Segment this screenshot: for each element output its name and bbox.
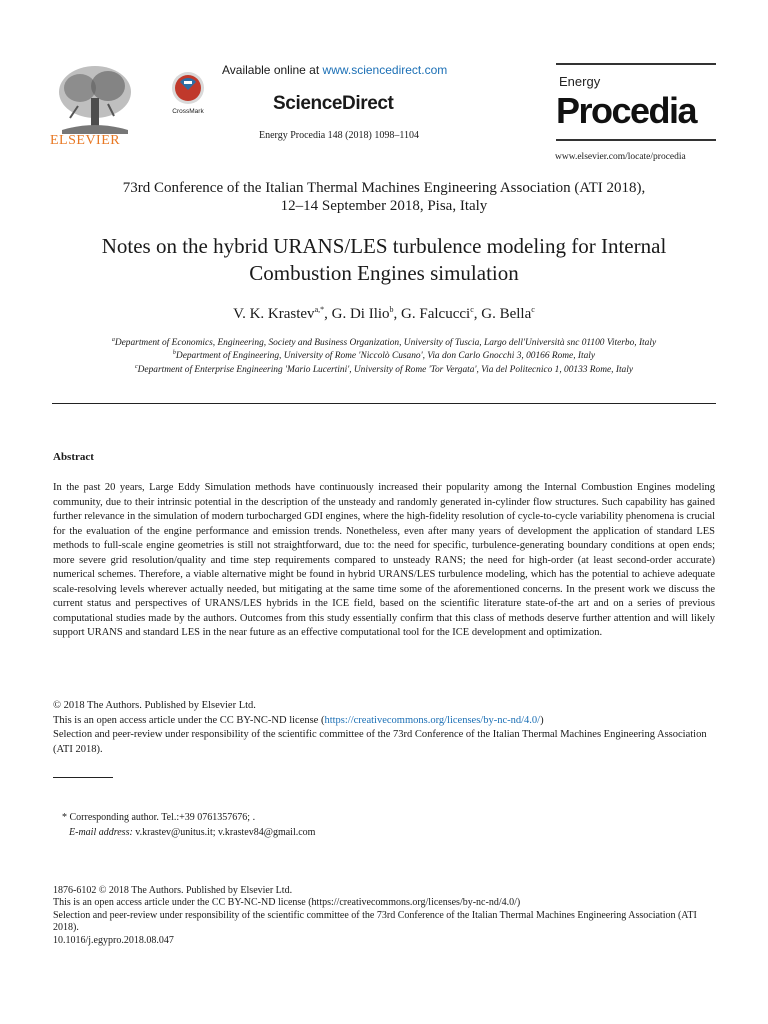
elsevier-wordmark: ELSEVIER bbox=[50, 133, 121, 148]
affiliation-mark: b bbox=[172, 350, 176, 356]
email-line bbox=[69, 827, 315, 838]
available-prefix: Available online at bbox=[222, 63, 323, 77]
journal-brand-procedia: Procedia bbox=[556, 90, 697, 131]
peer-review-line: Selection and peer-review under responsibility of the scientific committee of the 73rd Conference of the Italian Thermal Machines Engineering Association (ATI 2018). bbox=[53, 729, 707, 755]
paper-title-line-2: Combustion Engines simulation bbox=[249, 261, 519, 285]
email-label: E-mail address: bbox=[69, 827, 133, 838]
journal-citation: Energy Procedia 148 (2018) 1098–1104 bbox=[259, 130, 419, 141]
abstract-heading: Abstract bbox=[53, 451, 94, 463]
available-online-line bbox=[222, 63, 447, 77]
affiliation-text: Department of Economics, Engineering, Society and Business Organization, University of Tuscia, Largo dell'Università snc 01100 Viterbo, Italy bbox=[114, 338, 657, 349]
author-separator: , bbox=[473, 306, 482, 322]
conference-line-2: 12–14 September 2018, Pisa, Italy bbox=[280, 198, 488, 214]
affiliation-b bbox=[40, 350, 728, 361]
abstract-body: In the past 20 years, Large Eddy Simulation methods have continuously increased their popularity among the Internal Combustion Engines modeling community, due to their intrinsic potential in the description of the unsteady and randomly generated in-cylinder flow structures. Such capability has gained further relevance in the simulation of modern turbocharged GDI engines, where the high-fidelity resolution of cycle-to-cycle variability phenomena is crucial for the evaluation of the engine performance and emission trends. Nonetheless, even after many years of development the application of standard LES methods to full-scale engine geometries is still not straightforward, due to: the need for specific, turbulence-generating boundary conditions at open ends; more severe grid resolution/quality and time step requirements compared to unsteady RANS; the need for high-order (at least second-order accurate) numerical schemes. Therefore, a viable alternative might be found in hybrid URANS/LES turbulence modeling, which has the potential to achieve adequate scale-resolving levels wherever actually needed, but mitigating at the same time some of the aforementioned concerns. In the present work we discuss the current status and perspectives of URANS/LES hybrids in the ICE field, based on the scientific literature state-of-the art and on a series of previous computational studies made by the authors. Outcomes from this study essentially confirm that this class of methods deserve further attention and will likely support URANS and standard LES in the near future as an effective computational tool for the ICE development and optimization. bbox=[53, 482, 715, 638]
author-list bbox=[40, 305, 728, 323]
corresponding-author-note: * Corresponding author. Tel.:+39 0761357676; . bbox=[62, 812, 256, 823]
brand-divider-top bbox=[556, 63, 716, 65]
brand-divider-bottom bbox=[556, 139, 716, 141]
affiliation-mark: c bbox=[134, 364, 138, 370]
license-line bbox=[53, 714, 715, 729]
footer-peer-review: Selection and peer-review under responsibility of the scientific committee of the 73rd Conference of the Italian Thermal Machines Engineering Association (ATI 2018). bbox=[53, 909, 697, 934]
footer-license-link[interactable]: https://creativecommons.org/licenses/by-nc-nd/4.0/ bbox=[311, 897, 517, 909]
doi-line[interactable]: 10.1016/j.egypro.2018.08.047 bbox=[53, 934, 174, 946]
license-prefix: This is an open access article under the CC BY-NC-ND license ( bbox=[53, 714, 325, 726]
paper-title-line-1: Notes on the hybrid URANS/LES turbulence modeling for Internal bbox=[101, 234, 667, 258]
header-divider bbox=[52, 403, 716, 404]
author-name: V. K. Krastev bbox=[233, 306, 315, 322]
copyright-line: © 2018 The Authors. Published by Elsevier Ltd. bbox=[53, 700, 256, 711]
affiliation-text: Department of Enterprise Engineering 'Mario Lucertini', University of Rome 'Tor Vergata', Via del Politecnico 1, 00133 Rome, Italy bbox=[137, 365, 634, 376]
affiliation-text: Department of Engineering, University of Rome 'Niccolò Cusano', Via don Carlo Gnocchi 3, 00166 Rome, Italy bbox=[175, 351, 596, 362]
affiliation-mark: a bbox=[111, 337, 115, 343]
conference-line-1: 73rd Conference of the Italian Thermal Machines Engineering Association (ATI 2018), bbox=[122, 180, 646, 196]
journal-brand-energy: Energy bbox=[559, 74, 601, 89]
affiliation-c bbox=[40, 364, 728, 375]
author-separator: , bbox=[393, 306, 402, 322]
author-name: G. Falcucci bbox=[401, 306, 471, 322]
author-affiliation-mark: a,* bbox=[314, 305, 325, 314]
license-link[interactable]: https://creativecommons.org/licenses/by-nc-nd/4.0/ bbox=[324, 714, 541, 726]
page-footer bbox=[53, 885, 715, 947]
author-name: G. Di Ilio bbox=[331, 306, 390, 322]
footer-license-prefix: This is an open access article under the CC BY-NC-ND license ( bbox=[53, 897, 312, 909]
journal-homepage-link[interactable]: www.elsevier.com/locate/procedia bbox=[555, 152, 686, 162]
author-affiliation-mark: c bbox=[470, 305, 474, 314]
affiliation-a bbox=[40, 337, 728, 348]
sciencedirect-title: ScienceDirect bbox=[273, 93, 394, 114]
sciencedirect-link[interactable]: www.sciencedirect.com bbox=[322, 63, 448, 77]
footer-license-suffix: ) bbox=[516, 897, 521, 909]
author-name: G. Bella bbox=[481, 306, 532, 322]
email-address[interactable]: v.krastev@unitus.it; v.krastev84@gmail.com bbox=[132, 827, 316, 838]
license-suffix: ) bbox=[540, 714, 544, 726]
author-affiliation-mark: b bbox=[389, 305, 394, 314]
copyright-block bbox=[53, 699, 715, 757]
author-affiliation-mark: c bbox=[531, 305, 535, 314]
author-separator: , bbox=[324, 306, 332, 322]
issn-line: 1876-6102 © 2018 The Authors. Published by Elsevier Ltd. bbox=[53, 885, 293, 896]
crossmark-label: CrossMark bbox=[172, 108, 204, 115]
footnote-divider bbox=[53, 777, 113, 778]
footer-license-line bbox=[53, 897, 715, 909]
